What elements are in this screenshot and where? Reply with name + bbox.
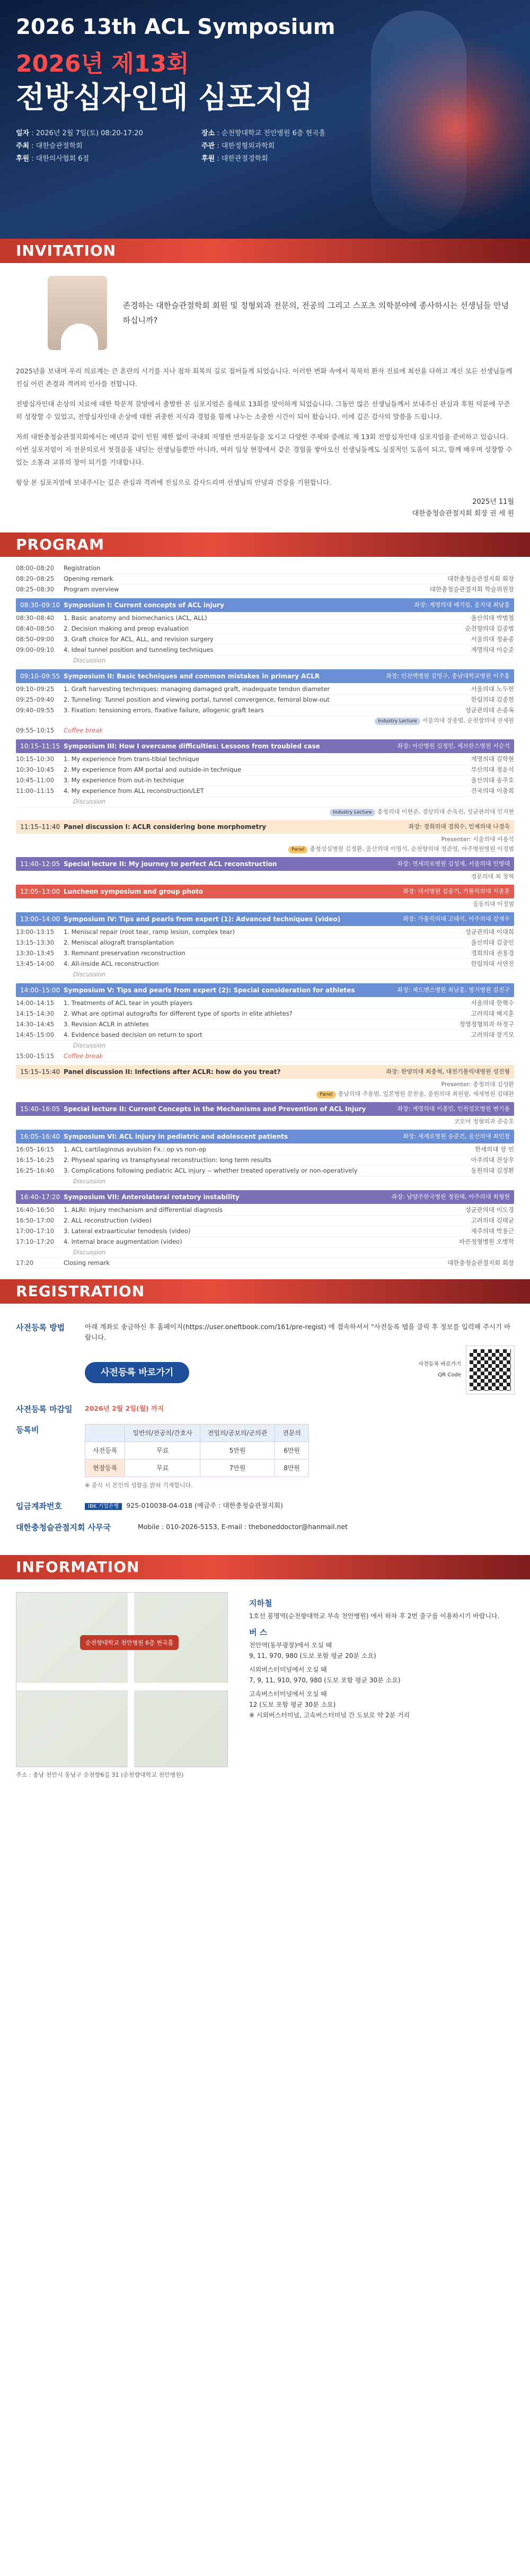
session-moderators: 좌장: 제드앤스병원 최남홍, 명지병원 김진구 <box>397 986 510 993</box>
session-title: Special lecture II: Current Concepts in the Mechanisms and Prevention of ACL Injury <box>64 1105 366 1113</box>
paragraph: 2025년을 보내며 우리 의료계는 큰 혼란의 시기를 지나 점차 회복의 길로 접어들게 되었습니다. 이러한 변화 속에서 묵묵히 환자 진료에 최선을 다하고 계신 모든 선생님들께 진심 어린 존경과 격려의 인사를 전합니다. <box>16 367 513 388</box>
program-row <box>16 684 514 695</box>
invitation-header: INVITATION <box>0 239 530 263</box>
talk-title: 3. Lateral extraarticular tenodesis (video) <box>64 1227 191 1235</box>
session-band <box>16 598 514 612</box>
session-moderators: 좌장: 아산병원 김정민, 세브란스병원 서승석 <box>397 743 510 749</box>
session-note <box>16 1089 514 1099</box>
time: 08:20–08:25 <box>16 575 55 582</box>
talk-title: 2. Tunneling: Tunnel position and viewing portal, tunnel convergence, femoral blow-out <box>64 696 330 703</box>
speaker: 계명의대 이승준 <box>471 646 514 653</box>
speakers: 충청의대 이현준, 경상의대 손욱진, 성균관의대 인지현 <box>377 808 514 815</box>
talk-title: 4. My experience from ALL reconstruction/LET <box>64 787 204 794</box>
hero-banner <box>0 0 530 239</box>
session-time: 12:05–13:00 <box>20 888 60 895</box>
session-title: Symposium I: Current concepts of ACL injury <box>64 601 224 609</box>
discussion-row <box>16 656 514 666</box>
time: 17:10–17:20 <box>16 1238 55 1245</box>
speaker: 고려의대 김태균 <box>471 1217 514 1224</box>
session-note <box>16 900 514 909</box>
fee-cell: 사전등록 <box>85 1442 125 1460</box>
speaker: 울산의대 박범철 <box>471 614 514 622</box>
session-band <box>16 1102 514 1116</box>
pre-register-button[interactable]: 사전등록 바로가기 <box>85 1362 189 1383</box>
note-text: 울동의대 이정범 <box>473 901 514 907</box>
speaker: 건국의대 이충희 <box>471 787 514 794</box>
talk-title: 1. My experience from trans-tibial technique <box>64 755 199 763</box>
registration-header: REGISTRATION <box>0 1279 530 1304</box>
session-note <box>16 844 514 854</box>
info-value: 대한정형외과학회 <box>221 142 275 150</box>
session-moderators: 좌장: 계명의대 이종민, 인천성모병원 변기용 <box>397 1105 510 1112</box>
fee-cell: 현장등록 <box>85 1460 125 1477</box>
speaker: 한림의대 서연진 <box>471 960 514 967</box>
talk-title: Program overview <box>64 586 119 593</box>
bank-badge: IBK 기업은행 <box>85 1503 122 1510</box>
program-row <box>16 1166 514 1176</box>
speaker: 정영정형외과 하정구 <box>459 1020 514 1028</box>
time: 09:25–09:40 <box>16 696 55 703</box>
program-row <box>16 1216 514 1226</box>
time: 11:00–11:15 <box>16 787 55 794</box>
speaker: 아주의대 전상우 <box>471 1156 514 1164</box>
program-row <box>16 1030 514 1041</box>
time: 09:40–09:55 <box>16 706 55 714</box>
program-row <box>16 998 514 1009</box>
speaker: 성균관의대 이도경 <box>465 1206 514 1213</box>
discussion-row <box>16 970 514 980</box>
speaker: 고려의대 장기모 <box>471 1031 514 1038</box>
session-title: Symposium V: Tips and pearls from expert (2): Special consideration for athletes <box>64 986 355 994</box>
program-row <box>16 1205 514 1216</box>
program-row <box>16 645 514 656</box>
program-header: PROGRAM <box>0 532 530 557</box>
program-row <box>16 948 514 959</box>
talk-title: Registration <box>64 564 101 572</box>
speaker: 한림의대 김종헌 <box>471 696 514 703</box>
program-row <box>16 584 514 595</box>
industry-row <box>16 716 514 726</box>
office-label: 대한충청슬관절지회 사무국 <box>16 1523 111 1532</box>
session-time: 08:30–09:10 <box>20 601 60 609</box>
time: 09:10–09:25 <box>16 685 55 693</box>
program-row <box>16 754 514 765</box>
session-time: 11:40–12:05 <box>20 860 60 868</box>
talk-title: 3. Remnant preservation reconstruction <box>64 949 186 957</box>
bus-text: 시외버스터미널에서 오실 때 7, 9, 11, 910, 970, 980 (도보 포함 평균 30분 소요) <box>249 1666 401 1684</box>
speaker: 서울의대 정윤종 <box>471 635 514 643</box>
info-label: 후원 <box>201 155 215 163</box>
qr-code[interactable] <box>466 1346 514 1394</box>
session-time: 15:40–16:05 <box>20 1105 60 1113</box>
speaker: 동원의대 김정환 <box>471 1167 514 1174</box>
speaker: 울산의대 송주호 <box>471 776 514 784</box>
note-text: 코모어 정형외과 준승호 <box>454 1118 514 1125</box>
info-value: 대한의사협회 6점 <box>36 155 90 163</box>
greeting-text: 존경하는 대한슬관절학회 회원 및 정형외과 전문의, 전공의 그리고 스포츠 의학분야에 종사하시는 선생님들 안녕하십니까? <box>122 301 509 325</box>
hero-title-year: 2026년 제13회 <box>16 50 189 77</box>
speaker: 계명의대 김학현 <box>471 755 514 763</box>
speaker: 서울의대 한혁수 <box>471 999 514 1007</box>
info-value: 2026년 2월 7일(토) 08:20-17:20 <box>36 129 143 137</box>
fee-header: 전문의 <box>275 1425 309 1442</box>
session-band <box>16 885 514 898</box>
info-label: 주관 <box>201 142 215 150</box>
president-photo <box>48 276 107 350</box>
time: 08:50–09:00 <box>16 635 55 643</box>
speaker: 대한충청슬관절지회 회장 <box>447 1259 514 1267</box>
talk-title: 3. Fixation: tensioning errors, fixative failure, allogenic graft tears <box>64 706 264 714</box>
talk-title: 1. ALRI: Injury mechanism and differential diagnosis <box>64 1206 223 1213</box>
session-title: Panel discussion II: Infections after ACLR: how do you treat? <box>64 1068 281 1076</box>
paragraph: 항상 본 심포지엄에 보내주시는 깊은 관심과 격려에 진심으로 감사드리며 선생님의 안녕과 건강을 기원합니다. <box>16 478 332 486</box>
discussion: Discussion <box>73 1177 106 1185</box>
time: 08:00–08:20 <box>16 564 55 572</box>
talk-title: 2. My experience from AM portal and outside-in technique <box>64 766 242 773</box>
session-band <box>16 1130 514 1143</box>
note-text: 충남의대 주용범, 일본병원 문찬솔, 울원의대 최원필, 제세병원 김태완 <box>338 1090 514 1097</box>
talk-title: Opening remark <box>64 575 113 582</box>
signature <box>16 496 514 520</box>
program-row <box>16 775 514 786</box>
session-band <box>16 739 514 753</box>
session-title: Symposium IV: Tips and pearls from expert (1): Advanced techniques (video) <box>64 915 341 923</box>
talk-title: 1. Treatments of ACL tear in youth players <box>64 999 193 1007</box>
fee-table <box>85 1424 309 1477</box>
speaker: 한세의대 장 민 <box>475 1146 514 1153</box>
time: 13:00–13:15 <box>16 928 55 936</box>
speaker: 대한충청슬관절지회 학술위원장 <box>429 586 514 593</box>
time: 17:20 <box>16 1259 34 1267</box>
speaker: 경희의대 권용경 <box>471 949 514 957</box>
fee-cell: 8만원 <box>275 1460 309 1477</box>
time: 16:50–17:00 <box>16 1217 55 1224</box>
time: 14:15–14:30 <box>16 1010 55 1017</box>
account-value: 925-010038-04-018 (예금주 : 대한충청슬관절지회) <box>126 1501 283 1509</box>
subway-heading: 지하철 <box>249 1599 272 1608</box>
talk-title: 3. Graft choice for ACL, ALL, and revision surgery <box>64 635 214 643</box>
coffee-break: Coffee break <box>64 1052 103 1060</box>
event-info: 일자 : 2026년 2월 7일(토) 08:20-17:20 장소 : 순천향대학교 천안병원 6층 현곡홀 주최 : 대한슬관절학회 주관 : 대한정형외과학회 후원 : 대한의사협회 6점 후원 : 대한관절경학회 <box>16 129 326 163</box>
talk-title: Closing remark <box>64 1259 110 1267</box>
note-text: Presenter: 충청의대 김성환 <box>441 1081 514 1088</box>
talk-title: 1. ACL cartilaginous avulsion Fx.: op vs non-op <box>64 1146 207 1153</box>
program-row <box>16 1009 514 1019</box>
session-time: 11:15–11:40 <box>20 823 60 831</box>
time: 10:30–10:45 <box>16 766 55 773</box>
paragraph: 전방십자인대 손상의 치료에 대한 학문적 갈망에서 출발한 본 심포지엄은 올해로 13회를 맞이하게 되었습니다. 그동안 많은 선생님들께서 보내주신 관심과 후원 덕분에 꾸준히 성장할 수 있었고, 전방십자인대 손상에 대한 귀중한 지식과 경험을 함께 나누는 소중한 시간이 되어 왔습니다. 이에 깊은 감사의 말씀을 드립니다. <box>16 400 510 421</box>
discussion: Discussion <box>73 657 106 664</box>
speaker: 바른정형병원 오병학 <box>459 1238 514 1245</box>
fee-header: 일반의/전공의/간호사 <box>125 1425 200 1442</box>
discussion-row <box>16 1041 514 1051</box>
speaker: 대한충청슬관절지회 회장 <box>447 575 514 582</box>
talk-title: 1. Graft harvesting techniques: managing damaged graft, inadequate tendon diameter <box>64 685 330 693</box>
talk-title: 4. All-inside ACL reconstruction <box>64 960 159 967</box>
program-row <box>16 927 514 938</box>
session-band <box>16 857 514 871</box>
tag: Industry Lecture <box>375 718 420 725</box>
industry-row <box>16 807 514 817</box>
info-label: 일자 <box>16 129 30 137</box>
tag: Panel <box>288 846 307 853</box>
program-row <box>16 705 514 716</box>
fee-header <box>85 1425 125 1442</box>
talk-title: 3. Revision ACLR in athletes <box>64 1020 149 1028</box>
session-moderators: 좌장: 남양주한국병원 정원혜, 아주의대 최형현 <box>391 1193 510 1200</box>
program-row <box>16 959 514 970</box>
talk-title: 4. Ideal tunnel position and tunneling techniques <box>64 646 214 653</box>
discussion: Discussion <box>73 1248 106 1256</box>
session-band <box>16 820 514 834</box>
info-label: 후원 <box>16 155 30 163</box>
talk-title: 4. Evidence based decision on return to sport <box>64 1031 202 1038</box>
time: 13:15–13:30 <box>16 939 55 946</box>
talk-title: 1. Basic anatomy and biomechanics (ACL, ALL) <box>64 614 207 622</box>
session-moderators: 좌장: 계명의대 배기림, 울지대 최남홍 <box>414 601 510 608</box>
talk-title: 2. Meniscal allograft transplantation <box>64 939 174 946</box>
fee-label: 등록비 <box>16 1425 39 1435</box>
time: 14:45–15:00 <box>16 1031 55 1038</box>
time: 13:45–14:00 <box>16 960 55 967</box>
invitation-section <box>0 263 530 532</box>
talk-title: 3. My experience from out-in technique <box>64 776 184 784</box>
session-moderators: 좌장: 연세의료병원 김성재, 서울의대 인영대 <box>397 860 510 867</box>
qr-label: 사전등록 바로가기 QR Code <box>418 1361 461 1378</box>
session-time: 15:15–15:40 <box>20 1068 60 1076</box>
program-row <box>16 563 514 574</box>
time: 08:40–08:50 <box>16 625 55 632</box>
paragraph: 저희 대한충청슬관절지회에서는 예년과 같이 인원 제한 없이 국내외 저명한 연자분들을 모시고 다양한 주제와 증례로 제 13회 전방십자인대 심포지엄을 준비하고 있습니다. 이번 심포지엄이 저 전문의로서 첫걸음을 내딛는 선생님들뿐만 아니라, 여러 임상 현장에서 같은 경험을 쌓아오신 선생님들께도 실질적인 도움이 되고, 함께 배우며 성장할 수 있는 소통과 교류의 장이 되기를 기대합니다. <box>16 433 513 466</box>
talk-title: 4. Internal brace augmentation (video) <box>64 1238 182 1245</box>
fee-note: ※ 중식 시 본인의 성함을 밝혀 기재합니다. <box>85 1482 193 1489</box>
discussion-row <box>16 1176 514 1187</box>
session-band <box>16 912 514 926</box>
speaker: 성균관의대 이대희 <box>465 928 514 936</box>
program-row <box>16 765 514 775</box>
session-title: Panel discussion I: ACLR considering bone morphometry <box>64 823 267 831</box>
fee-header: 전임의/공보의/군의관 <box>200 1425 275 1442</box>
time: 17:00–17:10 <box>16 1227 55 1235</box>
speakers: 서울의대 장종범, 순천향의대 권세원 <box>422 717 514 724</box>
note-text: 충청성심병원 김정환, 울산의대 이영석, 순천향의대 정준영, 아주병원병원 이정범 <box>310 845 514 852</box>
session-note <box>16 1117 514 1127</box>
discussion: Discussion <box>73 1042 106 1049</box>
map-caption: 주소 : 충남 천안시 동남구 순천향6길 31 (순천향대학교 천안병원) <box>16 1771 184 1778</box>
account-label: 입금계좌번호 <box>16 1501 62 1511</box>
session-title: Symposium VI: ACL injury in pediatric and adolescent patients <box>64 1133 288 1140</box>
location-map[interactable] <box>16 1592 228 1767</box>
fee-cell: 무료 <box>125 1442 200 1460</box>
subway-text: 1호선 봉명역(순천향대학교 부속 천안병원) 에서 하차 후 2번 출구를 이용하시기 바랍니다. <box>249 1612 500 1620</box>
session-note <box>16 835 514 844</box>
reg-method-label: 사전등록 방법 <box>16 1323 65 1332</box>
info-label: 장소 <box>201 129 215 137</box>
session-moderators: 좌장: 인천백병원 김영구, 충남대학교병원 이주홍 <box>386 673 510 679</box>
session-time: 16:05–16:40 <box>20 1133 60 1140</box>
time: 16:15–16:25 <box>16 1156 55 1164</box>
session-moderators: 좌장: 한양의대 최충혁, 대전기톨릭대병원 성진형 <box>386 1068 510 1075</box>
session-band <box>16 1190 514 1204</box>
time: 09:55–10:15 <box>16 727 55 734</box>
time: 09:00–09:10 <box>16 646 55 653</box>
talk-title: 1. Meniscal repair (root tear, ramp lesion, complex tear) <box>64 928 235 936</box>
info-value: 대한슬관절학회 <box>36 142 83 150</box>
time: 16:25–16:40 <box>16 1167 55 1174</box>
directions <box>249 1592 514 1779</box>
deadline-value: 2026년 2월 2일(월) 까지 <box>85 1404 164 1412</box>
session-band <box>16 1065 514 1079</box>
time: 13:30–13:45 <box>16 949 55 957</box>
session-band <box>16 983 514 997</box>
talk-title: 2. Physeal sparing vs transphyseal reconstruction: long term results <box>64 1156 272 1164</box>
info-label: 주최 <box>16 142 30 150</box>
program-row <box>16 574 514 584</box>
program-row <box>16 1226 514 1237</box>
info-value: 대한관절경학회 <box>221 155 268 163</box>
session-note <box>16 1080 514 1089</box>
session-title: Symposium VII: Anterolateral rotatory instability <box>64 1193 240 1201</box>
speaker: 서울의대 노두헌 <box>471 685 514 693</box>
time: 14:30–14:45 <box>16 1020 55 1028</box>
program-row <box>16 1145 514 1155</box>
reg-method-text: 아래 계좌로 송금하신 후 홈페이지(https://user.oneftbook.com/161/pre-regist) 에 접속하셔서 "사전등록 탭을 클릭 후 정보를 입력해 주시기 바랍니다. <box>85 1323 511 1341</box>
sign-name: 대한충청슬관절지회 회장 권 세 원 <box>412 510 514 518</box>
program-table <box>0 557 530 1279</box>
discussion-row <box>16 1247 514 1258</box>
program-row <box>16 786 514 797</box>
program-row <box>16 1258 514 1269</box>
program-row <box>16 938 514 948</box>
time: 08:25–08:30 <box>16 586 55 593</box>
leg-graphic <box>371 11 466 233</box>
speaker: 울산의대 김중민 <box>471 939 514 946</box>
note-text: Presenter: 서울의대 이용석 <box>441 836 514 843</box>
session-note <box>16 872 514 881</box>
speaker: 고려의대 배지훈 <box>471 1010 514 1017</box>
talk-title: 2. Decision making and preop evaluation <box>64 625 189 632</box>
session-title: Luncheon symposium and group photo <box>64 888 204 895</box>
hero-title-kr: 전방십자인대 심포지엄 <box>16 81 313 115</box>
coffee-row <box>16 1051 514 1062</box>
session-title: Symposium III: How I overcame difficulties: Lessons from troubled case <box>64 743 320 750</box>
program-row <box>16 634 514 645</box>
fee-cell: 5만원 <box>200 1442 275 1460</box>
session-moderators: 좌장: 세계로병원 송준건, 울산의대 최인철 <box>403 1133 510 1140</box>
talk-title: 2. ALL reconstruction (video) <box>64 1217 152 1224</box>
program-row <box>16 695 514 705</box>
program-row <box>16 624 514 634</box>
session-title: Symposium II: Basic techniques and common mistakes in primary ACLR <box>64 673 320 680</box>
bus-heading: 버 스 <box>249 1628 268 1637</box>
deadline-label: 사전등록 마감일 <box>16 1404 73 1414</box>
bus-text: 고속버스터미널에서 오실 때 12 (도보 포함 평균 30분 소요) ※ 시외버스터미널, 고속버스터미널 간 도보로 약 2분 거리 <box>249 1690 410 1719</box>
time: 10:45–11:00 <box>16 776 55 784</box>
discussion-row <box>16 797 514 807</box>
program-row <box>16 613 514 624</box>
fee-cell: 무료 <box>125 1460 200 1477</box>
office-value: Mobile : 010-2026-5153, E-mail : theboneddoctor@hanmail.net <box>138 1523 348 1531</box>
speaker: 순천향의대 김종범 <box>465 625 514 632</box>
information-header: INFORMATION <box>0 1555 530 1579</box>
program-row <box>16 1019 514 1030</box>
session-time: 14:00–15:00 <box>20 986 60 994</box>
session-moderators: 좌장: 가톨릭의대 고태석, 아주의대 강재우 <box>403 915 510 922</box>
note-text: 경문의대 최 창혁 <box>471 873 514 880</box>
fee-cell: 7만원 <box>200 1460 275 1477</box>
speaker <box>366 563 514 573</box>
bus-text: 천안역(동부광장)에서 오실 때 9, 11, 970, 980 (도보 포함 평균 20분 소요) <box>249 1641 376 1660</box>
program-row <box>16 1155 514 1166</box>
time: 15:00–15:15 <box>16 1052 55 1060</box>
time: 08:30–08:40 <box>16 614 55 622</box>
sign-date: 2025년 11월 <box>472 498 514 506</box>
coffee-break: Coffee break <box>64 727 103 734</box>
tag: Panel <box>316 1091 335 1098</box>
session-time: 10:15–11:15 <box>20 743 60 750</box>
time: 16:40–16:50 <box>16 1206 55 1213</box>
session-time: 13:00–14:00 <box>20 915 60 923</box>
tag: Industry Lecture <box>330 809 375 816</box>
session-moderators: 좌장: 대서병원 김중기, 가톨릭의대 지종훈 <box>403 888 510 895</box>
talk-title: 2. What are optimal autografts for different type of sports in elite athletes? <box>64 1010 293 1017</box>
invitation-body <box>16 365 514 489</box>
map-pin: 순천향대학교 천안병원 6층 현곡홀 <box>80 1635 179 1650</box>
session-time: 09:10–09:55 <box>20 673 60 680</box>
coffee-row <box>16 726 514 736</box>
discussion: Discussion <box>73 798 106 805</box>
speaker: 부산의대 정운석 <box>471 766 514 773</box>
information-section <box>0 1579 530 1792</box>
program-row <box>16 1237 514 1247</box>
time: 16:05–16:15 <box>16 1146 55 1153</box>
hero-title-en: 2026 13th ACL Symposium <box>16 15 335 39</box>
speaker: 성균관의대 손종옥 <box>465 706 514 714</box>
speaker: 제주의대 박용근 <box>471 1227 514 1235</box>
discussion: Discussion <box>73 971 106 978</box>
session-band <box>16 669 514 683</box>
registration-section <box>0 1304 530 1555</box>
talk-title: 3. Complications following pediatric ACL injury -- whether treated operatively or non-operatively <box>64 1167 358 1174</box>
session-title: Special lecture II: My journey to perfect ACL reconstruction <box>64 860 277 868</box>
session-time: 16:40–17:20 <box>20 1193 60 1201</box>
time: 14:00–14:15 <box>16 999 55 1007</box>
info-value: 순천향대학교 천안병원 6층 현곡홀 <box>221 129 326 137</box>
session-moderators: 좌장: 경희의대 경희수, 인제의대 나경욱 <box>408 823 510 830</box>
fee-cell: 6만원 <box>275 1442 309 1460</box>
time: 10:15–10:30 <box>16 755 55 763</box>
